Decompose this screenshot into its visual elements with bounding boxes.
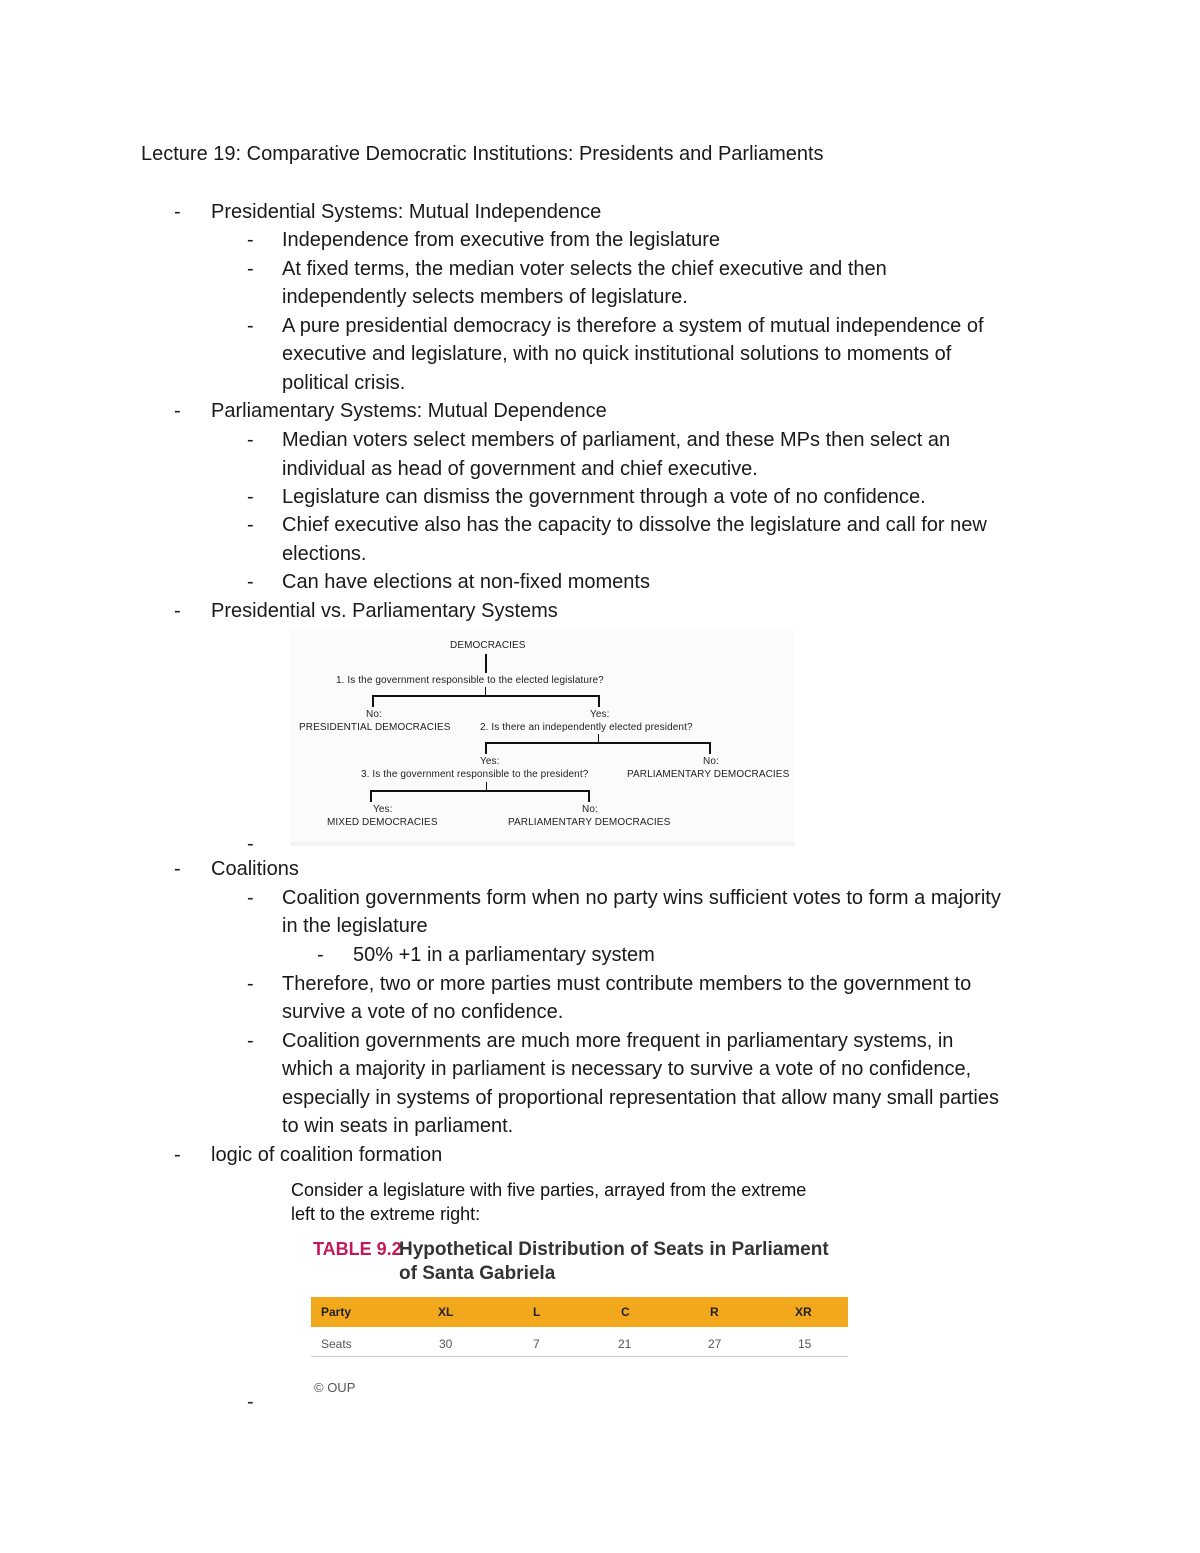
flow-q3: 3. Is the government responsible to the president? xyxy=(361,769,589,780)
list-item: executive and legislature, with no quick institutional solutions to moments of xyxy=(282,343,952,365)
flow-connector xyxy=(598,695,600,707)
bullet-dash: - xyxy=(247,429,254,451)
flow-connector xyxy=(485,654,487,673)
heading-logic: logic of coalition formation xyxy=(211,1144,443,1166)
list-item: Chief executive also has the capacity to dissolve the legislature and call for new xyxy=(282,514,987,536)
flow-connector xyxy=(598,734,599,742)
bullet-dash: - xyxy=(247,258,254,280)
list-item: independently selects members of legislature. xyxy=(282,286,688,308)
list-item: 50% +1 in a parliamentary system xyxy=(353,944,655,966)
flow-connector xyxy=(372,695,374,707)
list-item: Therefore, two or more parties must contribute members to the government to xyxy=(282,973,972,995)
flow-q2: 2. Is there an independently elected president? xyxy=(480,722,693,733)
list-item: survive a vote of no confidence. xyxy=(282,1001,564,1023)
table-cell: 15 xyxy=(798,1337,812,1351)
table-header-row xyxy=(311,1297,848,1327)
bullet-dash: - xyxy=(174,201,181,223)
bullet-dash: - xyxy=(317,944,324,966)
list-item: especially in systems of proportional representation that allow many small parties xyxy=(282,1087,1000,1109)
table-header-cell: R xyxy=(710,1305,719,1319)
list-item: political crisis. xyxy=(282,372,406,394)
bullet-dash: - xyxy=(247,887,254,909)
table-header-cell: XL xyxy=(438,1305,454,1319)
flow-root: DEMOCRACIES xyxy=(450,640,526,651)
table-intro-line2: left to the extreme right: xyxy=(291,1204,481,1224)
bullet-dash: - xyxy=(247,514,254,536)
bullet-dash: - xyxy=(174,600,181,622)
flow-no2: No: xyxy=(703,756,719,767)
bullet-dash: - xyxy=(247,571,254,593)
table-cell: 7 xyxy=(533,1337,540,1351)
page-title: Lecture 19: Comparative Democratic Institutions: Presidents and Parliaments xyxy=(141,143,824,165)
heading-parliamentary: Parliamentary Systems: Mutual Dependence xyxy=(211,400,607,422)
flow-connector xyxy=(709,742,711,754)
flow-connector xyxy=(370,790,590,792)
table-cell: Seats xyxy=(321,1337,352,1351)
flow-connector xyxy=(588,790,590,802)
list-item: Legislature can dismiss the government through a vote of no confidence. xyxy=(282,486,926,508)
bullet-dash: - xyxy=(247,315,254,337)
flow-parliamentary-1: PARLIAMENTARY DEMOCRACIES xyxy=(627,769,790,780)
table-cell: 27 xyxy=(708,1337,722,1351)
flow-mixed: MIXED DEMOCRACIES xyxy=(327,817,438,828)
bullet-dash: - xyxy=(247,229,254,251)
flow-no1: No: xyxy=(366,709,382,720)
flow-connector xyxy=(485,687,486,695)
table-header-cell: L xyxy=(533,1305,541,1319)
bullet-dash: - xyxy=(174,858,181,880)
list-item: individual as head of government and chief executive. xyxy=(282,458,758,480)
list-item: At fixed terms, the median voter selects the chief executive and then xyxy=(282,258,887,280)
flow-presidential: PRESIDENTIAL DEMOCRACIES xyxy=(299,722,451,733)
table-cell: 30 xyxy=(439,1337,453,1351)
list-item: Coalition governments are much more frequent in parliamentary systems, in xyxy=(282,1030,954,1052)
heading-versus: Presidential vs. Parliamentary Systems xyxy=(211,600,558,622)
heading-coalitions: Coalitions xyxy=(211,858,299,880)
list-item: Median voters select members of parliament, and these MPs then select an xyxy=(282,429,951,451)
list-item: Independence from executive from the legislature xyxy=(282,229,721,251)
bullet-dash: - xyxy=(247,1391,254,1413)
list-item: Can have elections at non-fixed moments xyxy=(282,571,650,593)
heading-presidential: Presidential Systems: Mutual Independence xyxy=(211,201,602,223)
table-title-line1: Hypothetical Distribution of Seats in Parliament xyxy=(399,1239,829,1260)
list-item: Coalition governments form when no party wins sufficient votes to form a majority xyxy=(282,887,1001,909)
table-header-cell: Party xyxy=(321,1305,352,1319)
table-credit: © OUP xyxy=(314,1380,356,1395)
list-item: in the legislature xyxy=(282,915,428,937)
bullet-dash: - xyxy=(247,486,254,508)
flowchart-figure xyxy=(290,630,795,846)
flow-parliamentary-2: PARLIAMENTARY DEMOCRACIES xyxy=(508,817,671,828)
bullet-dash: - xyxy=(247,833,254,855)
bullet-dash: - xyxy=(174,1144,181,1166)
bullet-dash: - xyxy=(174,400,181,422)
bullet-dash: - xyxy=(247,973,254,995)
list-item: which a majority in parliament is necessary to survive a vote of no confidence, xyxy=(282,1058,972,1080)
table-figure xyxy=(288,1172,858,1404)
flow-connector xyxy=(370,790,372,802)
table-header-cell: XR xyxy=(795,1305,812,1319)
flow-connector xyxy=(485,742,487,754)
flow-connector xyxy=(372,695,600,697)
flow-yes1: Yes: xyxy=(590,709,610,720)
table-title-line2: of Santa Gabriela xyxy=(399,1263,556,1284)
table-cell: 21 xyxy=(618,1337,632,1351)
list-item: elections. xyxy=(282,543,367,565)
list-item: A pure presidential democracy is therefore a system of mutual independence of xyxy=(282,315,984,337)
flow-q1: 1. Is the government responsible to the elected legislature? xyxy=(336,675,604,686)
flow-connector xyxy=(486,782,487,790)
flowchart-background xyxy=(290,630,795,842)
table-label: TABLE 9.2 xyxy=(313,1239,402,1259)
flow-yes2: Yes: xyxy=(480,756,500,767)
table-row-divider xyxy=(311,1356,848,1357)
list-item: to win seats in parliament. xyxy=(282,1115,514,1137)
table-intro-line1: Consider a legislature with five parties, arrayed from the extreme xyxy=(291,1180,807,1200)
bullet-dash: - xyxy=(247,1030,254,1052)
flow-no3: No: xyxy=(582,804,598,815)
flow-connector xyxy=(485,742,711,744)
flow-yes3: Yes: xyxy=(373,804,393,815)
table-header-cell: C xyxy=(621,1305,630,1319)
